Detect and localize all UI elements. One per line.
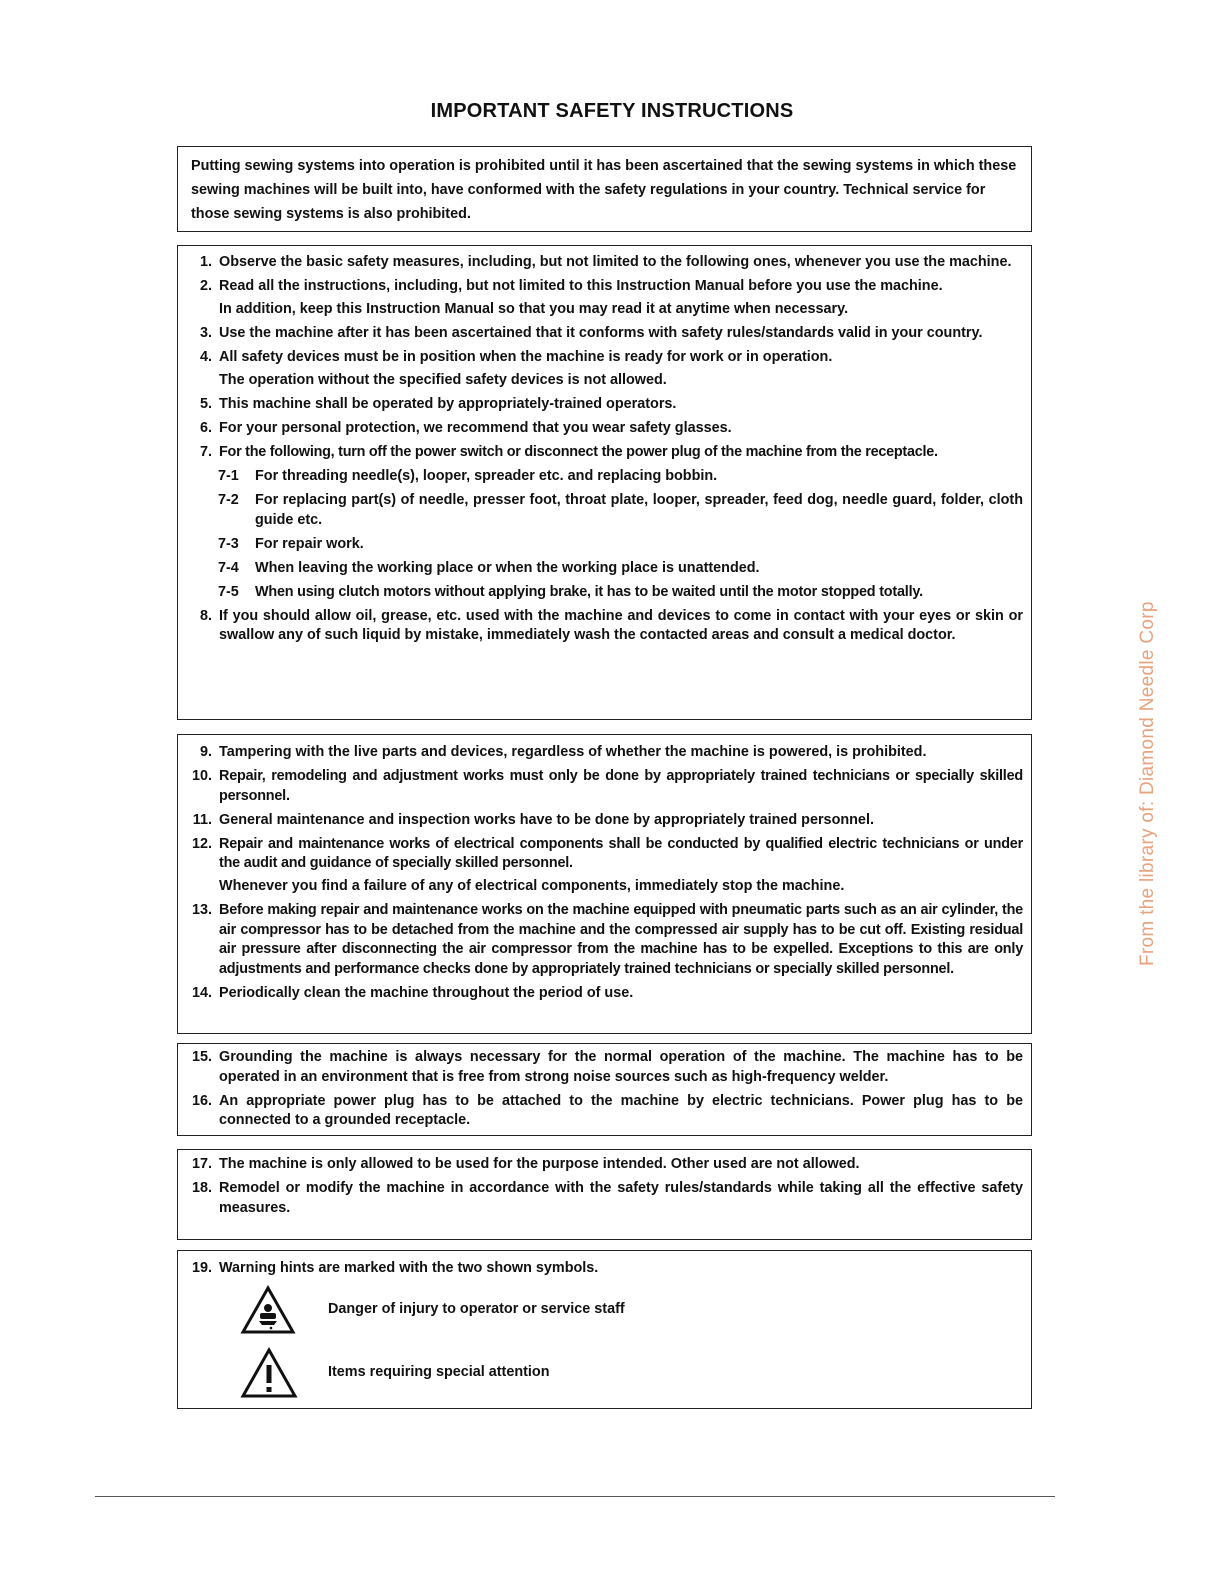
page-title: IMPORTANT SAFETY INSTRUCTIONS: [430, 100, 794, 122]
safety-item-14: 14. Periodically clean the machine throughout the period of use.: [191, 984, 634, 1001]
safety-section-1: [177, 245, 1032, 720]
safety-item-8: 8. If you should allow oil, grease, etc. used with the machine and devices to come in contact with your eyes or skin or swallow any of such liquid by mistake, immediately wash the contacted areas and consult a medical doctor.: [199, 607, 1023, 643]
safety-item-4: 4. All safety devices must be in position when the machine is ready for work or in operation.: [199, 349, 833, 365]
safety-section-5: [177, 1250, 1032, 1409]
footer-divider: [95, 1496, 1055, 1497]
safety-item-9: 9. Tampering with the live parts and devices, regardless of whether the machine is powered, is prohibited.: [199, 744, 927, 760]
safety-item-13: 13. Before making repair and maintenance works on the machine equipped with pneumatic parts such as an air cylinder, the air compressor has to be detached from the machine and the compressed air supply has to be cut off. Existing residual air pressure after disconnecting the air compressor from the machine has to be expelled. Exceptions to this are only adjustments and performance checks done by appropriately trained technicians or specially skilled personnel.: [191, 902, 1023, 977]
safety-item-4-continued: The operation without the specified safety devices is not allowed.: [219, 372, 667, 388]
safety-subitem-7-4: 7-4 When leaving the working place or when the working place is unattended.: [218, 559, 760, 576]
safety-item-16: 16. An appropriate power plug has to be attached to the machine by electric technicians. Power plug has to be connected to a grounded receptacle.: [191, 1092, 1023, 1128]
safety-section-4: [177, 1149, 1032, 1240]
injury-danger-warning-icon: [240, 1285, 296, 1335]
safety-item-19: 19. Warning hints are marked with the two shown symbols.: [191, 1260, 599, 1276]
safety-subitem-7-3: 7-3 For repair work.: [218, 535, 364, 552]
safety-item-7: 7. For the following, turn off the power switch or disconnect the power plug of the machine from the receptacle.: [199, 444, 938, 460]
library-watermark: From the library of: Diamond Needle Corp: [1137, 601, 1158, 966]
symbol-2-label: Items requiring special attention: [328, 1364, 550, 1380]
safety-item-12-continued: Whenever you find a failure of any of electrical components, immediately stop the machine.: [219, 878, 845, 894]
safety-section-3: [177, 1043, 1032, 1136]
safety-item-2: 2. Read all the instructions, including, but not limited to this Instruction Manual before you use the machine.: [199, 278, 943, 294]
safety-section-2: [177, 734, 1032, 1034]
safety-item-5: 5. This machine shall be operated by appropriately-trained operators.: [199, 396, 677, 412]
safety-item-11: 11. General maintenance and inspection works have to be done by appropriately trained personnel.: [192, 811, 874, 828]
safety-subitem-7-1: 7-1 For threading needle(s), looper, spreader etc. and replacing bobbin.: [218, 468, 718, 484]
safety-item-3: 3. Use the machine after it has been ascertained that it conforms with safety rules/standards valid in your country.: [199, 325, 983, 341]
safety-subitem-7-2: 7-2 For replacing part(s) of needle, presser foot, throat plate, looper, spreader, feed dog, needle guard, folder, cloth guide etc.: [218, 492, 1023, 528]
safety-item-12: 12. Repair and maintenance works of electrical components shall be conducted by qualified electric technicians or under the audit and guidance of specially skilled personnel.: [191, 835, 1023, 871]
safety-item-10: 10. Repair, remodeling and adjustment works must only be done by appropriately trained technicians or specially skilled personnel.: [191, 768, 1023, 804]
safety-item-17: 17. The machine is only allowed to be used for the purpose intended. Other used are not allowed.: [191, 1156, 860, 1172]
intro-notice: Putting sewing systems into operation is prohibited until it has been ascertained that the sewing systems in which these sewing machines will be built into, have conformed with the safety regulations in your country. Technical service for those sewing systems is also prohibited.: [177, 146, 1032, 232]
safety-subitem-7-5: 7-5 When using clutch motors without applying brake, it has to be waited until the motor stopped totally.: [218, 583, 923, 600]
safety-item-15: 15. Grounding the machine is always necessary for the normal operation of the machine. The machine has to be operated in an environment that is free from strong noise sources such as high-frequency welder.: [191, 1049, 1023, 1085]
safety-item-1: 1. Observe the basic safety measures, including, but not limited to the following ones, whenever you use the machine.: [199, 254, 1012, 270]
safety-item-18: 18. Remodel or modify the machine in accordance with the safety rules/standards while taking all the effective safety measures.: [191, 1180, 1023, 1216]
exclamation-warning-icon: [240, 1347, 298, 1399]
symbol-1-label: Danger of injury to operator or service staff: [328, 1301, 625, 1317]
safety-item-2-continued: In addition, keep this Instruction Manual so that you may read it at anytime when necessary.: [219, 301, 849, 317]
safety-item-6: 6. For your personal protection, we recommend that you wear safety glasses.: [199, 420, 732, 436]
